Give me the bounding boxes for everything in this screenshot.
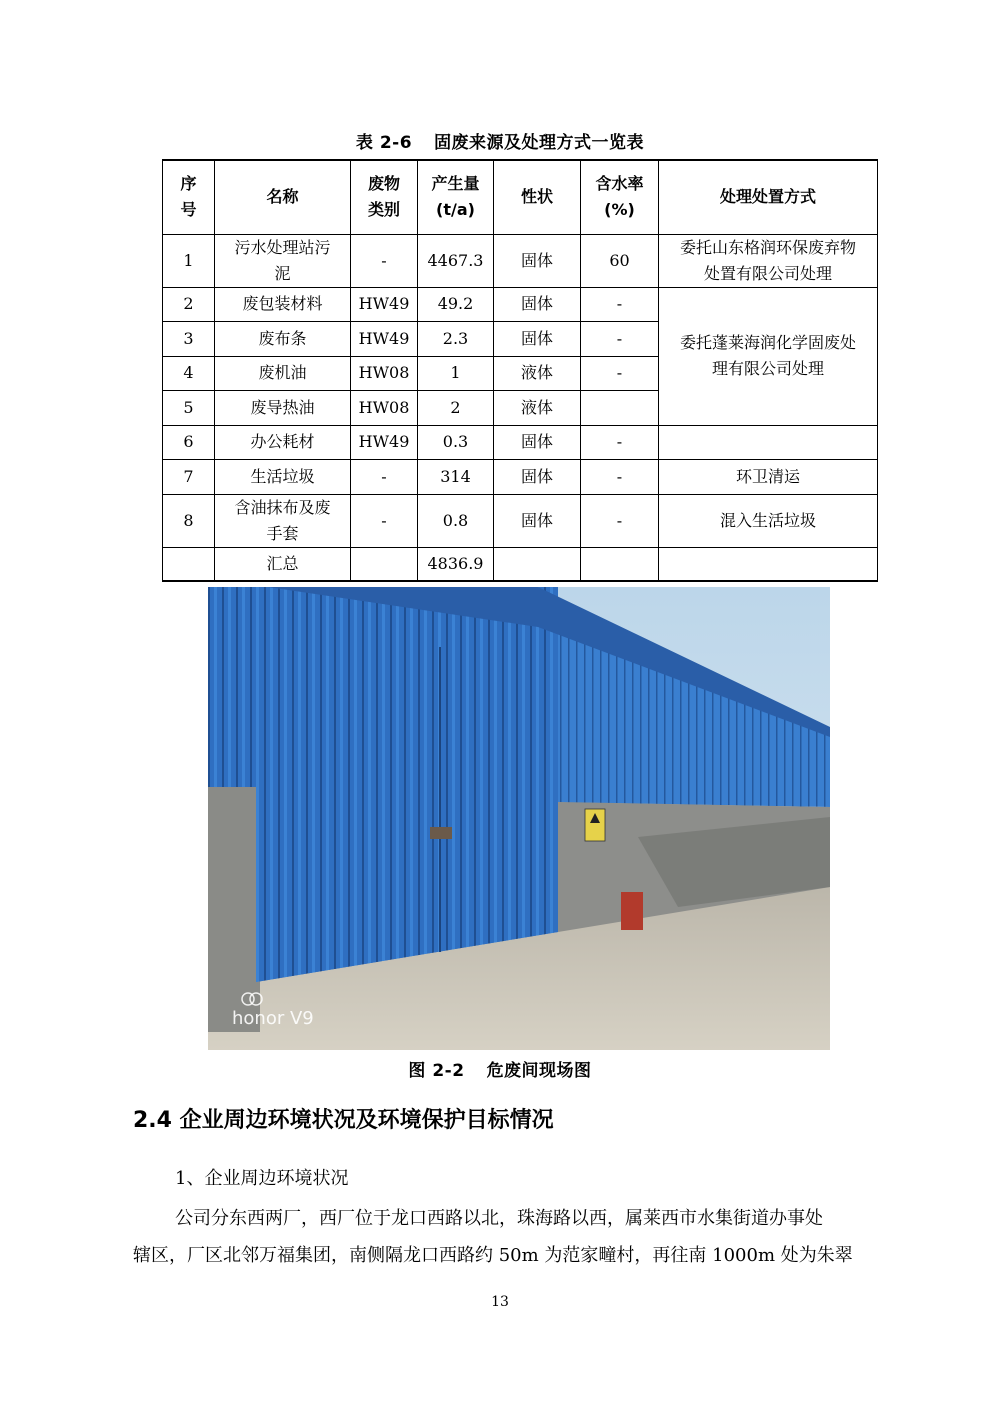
cell-water-content: - [581,321,659,356]
cell-seq: 4 [163,356,215,390]
cell-category: - [351,459,418,494]
cell-amount: 4467.3 [418,234,494,287]
cell-water-content: - [581,459,659,494]
total-label: 汇总 [215,547,351,581]
cell-amount: 314 [418,459,494,494]
cell-disposal: 委托山东格润环保废弃物 处置有限公司处理 [659,234,878,287]
cell-water-content: - [581,494,659,547]
figure-number: 图 2-2 [408,1061,465,1081]
subheading: 1、企业周边环境状况 [175,1168,349,1189]
cell-name: 废机油 [215,356,351,390]
cell-category: HW08 [351,356,418,390]
cell-name: 含油抹布及废 手套 [215,494,351,547]
cell-state: 固体 [494,287,581,321]
paragraph-line-1: 公司分东西两厂，西厂位于龙口西路以北，珠海路以西，属莱西市水集街道办事处 [175,1208,823,1229]
cell-state: 固体 [494,234,581,287]
cell-state: 固体 [494,494,581,547]
cell-category: - [351,494,418,547]
table-title: 固废来源及处理方式一览表 [434,133,645,153]
cell-state: 固体 [494,459,581,494]
cell-seq: 8 [163,494,215,547]
cell-state: 固体 [494,321,581,356]
table-row [163,234,878,287]
table-header-row [163,160,878,234]
table-number: 表 2-6 [355,133,413,153]
cell-water-content: - [581,287,659,321]
cell-state: 液体 [494,390,581,425]
cell-seq: 7 [163,459,215,494]
cell-disposal: 混入生活垃圾 [659,494,878,547]
cell-amount: 49.2 [418,287,494,321]
cell-category: HW08 [351,390,418,425]
cell-disposal [659,547,878,581]
svg-text:honor V9: honor V9 [232,1008,314,1029]
cell-amount: 0.3 [418,425,494,459]
solid-waste-table [162,159,878,582]
cell-water-content [581,390,659,425]
table-row [163,459,878,494]
table-caption [0,128,1000,153]
header-disposal: 处理处置方式 [659,160,878,234]
cell-amount: 1 [418,356,494,390]
table-row [163,287,878,321]
cell-state: 固体 [494,425,581,459]
section-heading: 2.4 企业周边环境状况及环境保护目标情况 [133,1108,554,1133]
cell-amount: 0.8 [418,494,494,547]
cell-water-content [581,547,659,581]
cell-amount: 2.3 [418,321,494,356]
page-number: 13 [491,1294,509,1310]
cell-name: 废导热油 [215,390,351,425]
cell-amount: 2 [418,390,494,425]
cell-disposal [659,425,878,459]
cell-name: 生活垃圾 [215,459,351,494]
cell-seq: 6 [163,425,215,459]
table-row [163,494,878,547]
cell-seq: 1 [163,234,215,287]
cell-disposal-merged: 委托蓬莱海润化学固废处 理有限公司处理 [659,287,878,425]
cell-category [351,547,418,581]
header-state: 性状 [494,160,581,234]
header-water-content: 含水率 (%) [581,160,659,234]
cell-seq [163,547,215,581]
cell-seq: 3 [163,321,215,356]
figure-title: 危废间现场图 [486,1061,592,1081]
paragraph-line-2: 辖区，厂区北邻万福集团，南侧隔龙口西路约 50m 为范家疃村，再往南 1000m 处为朱翠 [133,1245,853,1266]
header-amount: 产生量 (t/a) [418,160,494,234]
cell-state [494,547,581,581]
figure-caption [0,1056,1000,1081]
cell-category: HW49 [351,321,418,356]
cell-water-content: 60 [581,234,659,287]
table-total-row [163,547,878,581]
hazardous-waste-room-photo [208,587,830,1050]
cell-name: 废包装材料 [215,287,351,321]
cell-disposal: 环卫清运 [659,459,878,494]
cell-seq: 2 [163,287,215,321]
header-category: 废物 类别 [351,160,418,234]
cell-water-content: - [581,356,659,390]
cell-category: - [351,234,418,287]
total-amount: 4836.9 [418,547,494,581]
cell-name: 办公耗材 [215,425,351,459]
header-name: 名称 [215,160,351,234]
cell-name: 污水处理站污 泥 [215,234,351,287]
cell-water-content: - [581,425,659,459]
cell-state: 液体 [494,356,581,390]
cell-name: 废布条 [215,321,351,356]
cell-category: HW49 [351,287,418,321]
header-seq: 序 号 [163,160,215,234]
cell-seq: 5 [163,390,215,425]
table-row [163,425,878,459]
cell-category: HW49 [351,425,418,459]
